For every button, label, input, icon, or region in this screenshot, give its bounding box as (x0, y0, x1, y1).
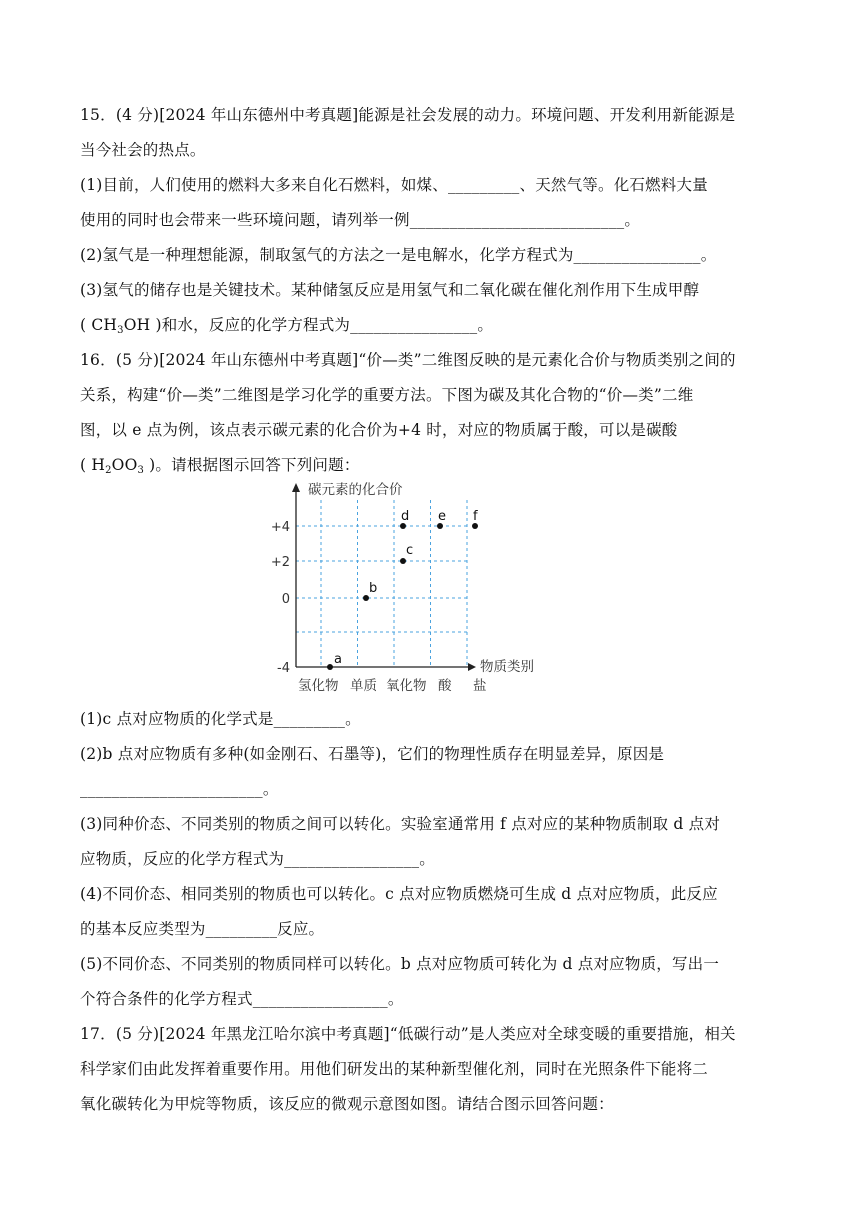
x-category-label: 盐 (473, 678, 487, 694)
q16-stem-line1: 16．(5 分)[2024 年山东德州中考真题]“价—类”二维图反映的是元素化合价与物质类别之间的 (80, 351, 736, 369)
q15-part3-line1: (3)氢气的储存也是关键技术。某种储氢反应是用氢气和二氧化碳在催化剂作用下生成甲醇 (80, 281, 700, 299)
q15-part2-line1: (2)氢气是一种理想能源，制取氢气的方法之一是电解水，化学方程式为________________。 (80, 246, 717, 264)
q15-stem-line1: 15．(4 分)[2024 年山东德州中考真题]能源是社会发展的动力。环境问题、开发利用新能源是 (80, 106, 736, 124)
data-label-f: f (473, 509, 478, 524)
q16-stem-line4: ( $H_2OO_3$ )。请根据图示回答下列问题： (80, 456, 360, 476)
q16-part2-line1: (2)b 点对应物质有多种(如金刚石、石墨等)，它们的物理性质存在明显差异，原因是 (80, 745, 665, 763)
q16-part5-line2: 个符合条件的化学方程式_________________。 (80, 990, 404, 1008)
data-point-c (400, 558, 406, 564)
q15-part1-line1: (1)目前，人们使用的燃料大多来自化石燃料，如煤、_________、天然气等。化石燃料大量 (80, 176, 708, 194)
q16-part3-line1: (3)同种价态、不同类别的物质之间可以转化。实验室通常用 f 点对应的某种物质制取 d 点对 (80, 815, 721, 833)
x-axis-arrow (468, 663, 476, 671)
q16-part5-line1: (5)不同价态、不同类别的物质同样可以转化。b 点对应物质可转化为 d 点对应物质，写出一 (80, 955, 720, 973)
q16-part4-line2: 的基本反应类型为_________反应。 (80, 920, 325, 938)
data-point-a (327, 664, 333, 670)
q17-stem-line3: 氧化碳转化为甲烷等物质，该反应的微观示意图如图。请结合图示回答问题： (80, 1095, 614, 1113)
y-tick-label: -4 (277, 661, 290, 676)
q16-part4-line1: (4)不同价态、相同类别的物质也可以转化。c 点对应物质燃烧可生成 d 点对应物质，此反应 (80, 885, 718, 903)
x-category-label: 氢化物 (298, 678, 339, 694)
data-label-b: b (369, 581, 378, 596)
x-category-label: 酸 (438, 678, 452, 694)
data-label-c: c (406, 543, 414, 558)
valence-category-chart (268, 480, 578, 694)
data-label-a: a (334, 652, 342, 667)
x-axis-title: 物质类别 (480, 659, 534, 675)
data-label-e: e (438, 509, 446, 524)
y-axis-title: 碳元素的化合价 (308, 482, 403, 498)
y-tick-label: +4 (270, 520, 290, 535)
x-category-label: 氧化物 (386, 678, 427, 694)
q15-stem-line2: 当今社会的热点。 (80, 141, 206, 159)
y-axis-arrow (292, 483, 300, 492)
q16-part1: (1)c 点对应物质的化学式是_________。 (80, 710, 361, 728)
q16-stem-line2: 关系，构建“价—类”二维图是学习化学的重要方法。下图为碳及其化合物的“价—类”二维 (80, 386, 694, 404)
y-tick-label: 0 (281, 592, 290, 607)
q15-part1-line2: 使用的同时也会带来一些环境问题，请列举一例___________________________。 (80, 211, 641, 229)
q17-stem-line1: 17．(5 分)[2024 年黑龙江哈尔滨中考真题]“低碳行动”是人类应对全球变暖的重要措施，相关 (80, 1025, 736, 1043)
q16-part2-line2: _______________________。 (80, 780, 279, 798)
q16-part3-line2: 应物质，反应的化学方程式为_________________。 (80, 850, 435, 868)
y-tick-label: +2 (270, 555, 290, 570)
data-label-d: d (401, 509, 410, 524)
q16-stem-line3: 图，以 e 点为例，该点表示碳元素的化合价为+4 时，对应的物质属于酸，可以是碳酸 (80, 421, 678, 439)
q15-part3-line2: ( $CH_3OH$ )和水，反应的化学方程式为________________。 (80, 316, 494, 336)
x-category-label: 单质 (350, 678, 377, 694)
q17-stem-line2: 科学家们由此发挥着重要作用。用他们研发出的某种新型催化剂，同时在光照条件下能将二 (80, 1060, 709, 1078)
